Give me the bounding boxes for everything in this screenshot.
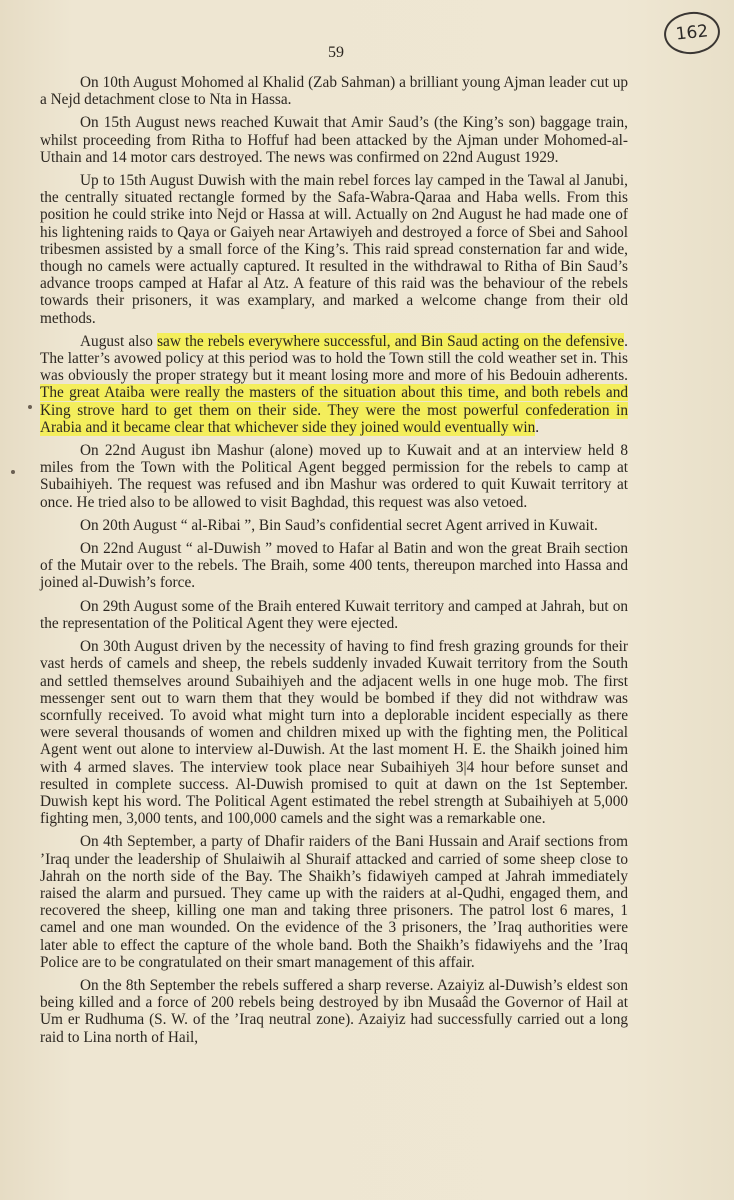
paragraph xyxy=(40,74,628,108)
page-number: 59 xyxy=(328,44,344,61)
text-segment: On 10th August Mohomed al Khalid (Zab Sahman) a brilliant young Ajman leader cut up a Nejd detachment close to Nta in Hassa. xyxy=(40,74,628,109)
paragraph xyxy=(40,977,628,1046)
text-segment: On 29th August some of the Braih entered Kuwait territory and camped at Jahrah, but on the representation of the Political Agent they were ejected. xyxy=(40,597,628,632)
highlighted-text: saw the rebels everywhere successful, and Bin Saud acting on the defensive xyxy=(157,332,625,350)
text-segment: On 4th September, a party of Dhafir raiders of the Bani Hussain and Araif sections from ’Iraq under the leadership of Shulaiwih al Shuraif attacked and carried of some sheep close to Jahrah on the north side of the Bay. The Shaikh’s fidawiyeh camped at Jahrah immediately raised the alarm and pursued. They came up with the raiders at al-Qudhi, engaged them, and recovered the sheep, killing one man and taking three prisoners. The patrol lost 6 mares, 1 camel and one man wounded. On the evidence of the 3 prisoners, the ’Iraq authorities were later able to effect the capture of the whole band. Both the Shaikh’s fidawiyehs and the ’Iraq Police are to be congratulated on their smart management of this affair. xyxy=(40,833,628,971)
text-segment: On the 8th September the rebels suffered a sharp reverse. Azaiyiz al-Duwish’s eldest son being killed and a force of 200 rebels being destroyed by ibn Musaâd the Governor of Hail at Um er Rudhuma (S. W. of the ’Iraq neutral zone). Azaiyiz had successfully carried out a long raid to Lina north of Hail, xyxy=(40,976,628,1046)
paragraph xyxy=(40,517,628,534)
text-segment: . The latter’s avowed policy at this period was to hold the Town still the cold weather set in. This was obviously the proper strategy but it meant losing more and more of his Bedouin adherents. xyxy=(40,332,628,385)
paragraph xyxy=(40,638,628,827)
text-segment: August also xyxy=(80,332,158,350)
paragraph xyxy=(40,598,628,632)
text-segment: . xyxy=(535,418,540,436)
paragraph xyxy=(40,172,628,327)
text-segment: On 15th August news reached Kuwait that Amir Saud’s (the King’s son) baggage train, whilst proceeding from Ritha to Hoffuf had been attacked by the Ajman under Mohomed-al-Uthain and 14 motor cars destroyed. The news was confirmed on 22nd August 1929. xyxy=(40,114,628,166)
margin-mark xyxy=(28,405,32,409)
paragraph xyxy=(40,442,628,511)
text-segment: On 20th August “ al-Ribai ”, Bin Saud’s confidential secret Agent arrived in Kuwait. xyxy=(80,516,598,534)
folio-stamp: 162 xyxy=(662,9,722,57)
paragraph xyxy=(40,114,628,166)
highlighted-text: The great Ataiba were really the masters of the situation about this time, and both rebels and King strove hard to get them on their side. They were the most powerful confederation in Arabia and it became clear that whichever side they joined would eventually win xyxy=(40,384,628,436)
paragraph xyxy=(40,540,628,592)
text-segment: On 22nd August “ al-Duwish ” moved to Hafar al Batin and won the great Braih section of the Mutair over to the rebels. The Braih, some 400 tents, thereupon marched into Hassa and joined al-Duwish’s force. xyxy=(40,540,628,592)
body-text xyxy=(40,74,628,1052)
text-segment: On 30th August driven by the necessity of having to find fresh grazing grounds for their vast herds of camels and sheep, the rebels suddenly invaded Kuwait territory from the South and settled themselves around Subaihiyeh and the adjacent wells in one huge mob. The first messenger sent out to warn them that they would be bombed if they did not withdraw was scornfully received. To avoid what might turn into a deplorable incident especially as there were several thousands of women and children mixed up with the fighting men, the Political Agent went out alone to interview al-Duwish. At the last moment H. E. the Shaikh joined him with 4 armed slaves. The interview took place near Subaihiyeh 3|4 hour before sunset and resulted in complete success. Al-Duwish promised to quit at dawn on the 1st September. Duwish kept his word. The Political Agent estimated the rebel strength at Subaihiyeh at 5,000 fighting men, 3,000 tents, and 100,000 camels and the sight was a remarkable one. xyxy=(40,638,628,828)
margin-mark xyxy=(11,470,15,474)
paragraph xyxy=(40,333,628,436)
text-segment: Up to 15th August Duwish with the main rebel forces lay camped in the Tawal al Janubi, the centrally situated rectangle formed by the Safa-Wabra-Qaraa and Haba wells. From this position he could strike into Nejd or Hassa at will. Actually on 2nd August he had made one of his lightening raids to Qaya or Gaiyeh near Artawiyeh and destroyed a force of Sbei and Sahool tribesmen assisted by a small force of the King’s. This raid spread consternation far and wide, though no camels were actually captured. It resulted in the withdrawal to Ritha of Bin Saud’s advance troops camped at Hafar al Atz. A feature of this raid was the behaviour of the rebels towards their prisoners, it was examplary, and marked a welcome change from their old methods. xyxy=(40,172,628,327)
text-segment: On 22nd August ibn Mashur (alone) moved up to Kuwait and at an interview held 8 miles from the Town with the Political Agent begged permission for the rebels to camp at Subaihiyeh. The request was refused and ibn Mashur was ordered to quit Kuwait territory at once. He tried also to be allowed to visit Baghdad, this request was also vetoed. xyxy=(40,442,628,511)
paragraph xyxy=(40,833,628,971)
